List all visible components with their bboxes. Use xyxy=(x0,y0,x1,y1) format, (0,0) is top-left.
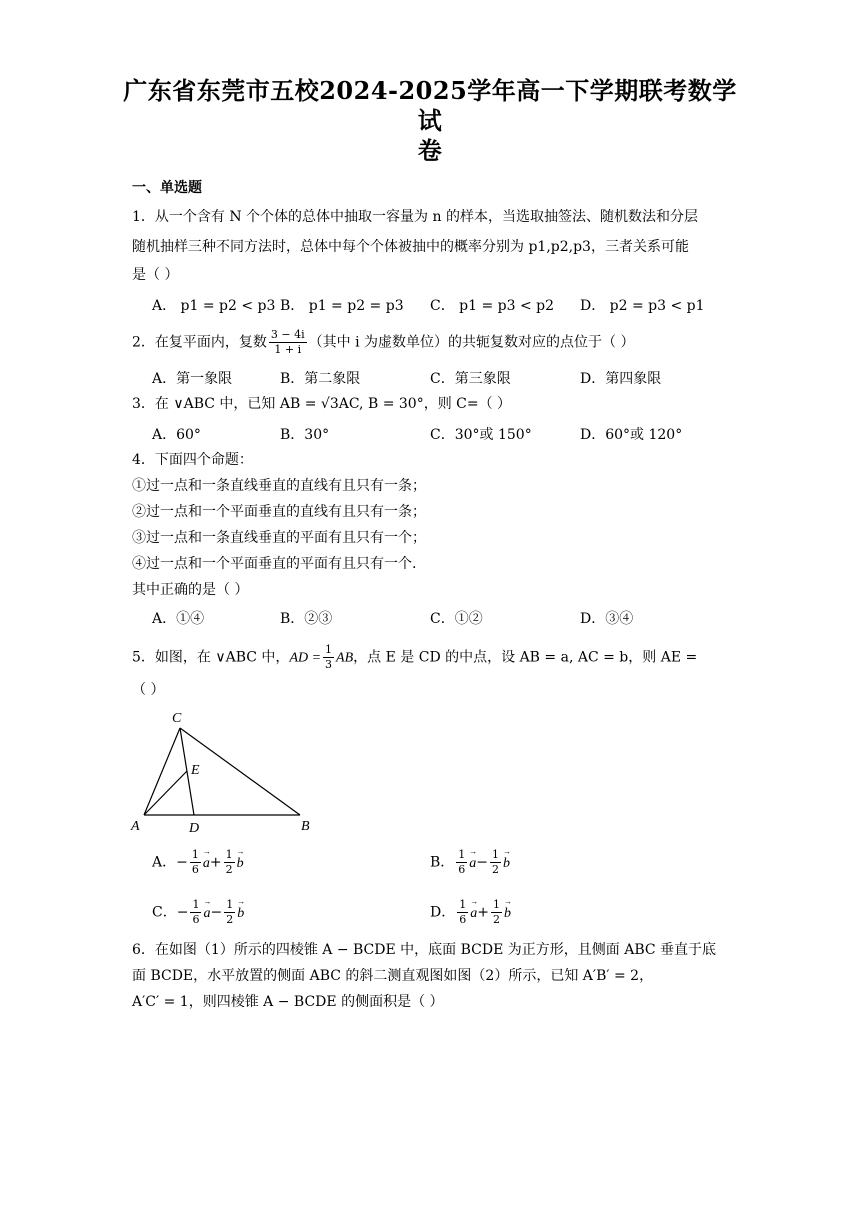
q5-option-b-label: B． xyxy=(430,854,455,871)
q5-a-frac1 xyxy=(190,848,201,877)
q2-option-a: A．第一象限 xyxy=(152,371,233,387)
q6-line-3: A′C′ = 1，则四棱锥 A − BCDE 的侧面积是（ ） xyxy=(132,994,444,1010)
q1-option-a: A． p1 = p2 < p3 xyxy=(152,298,276,314)
q5-c-vec-b: → b xyxy=(237,906,244,922)
q5-option-c: C．− $\frac{1}{6}$ → a− $\frac{1}{2}$ → b xyxy=(152,898,244,927)
q5-stem xyxy=(132,643,697,672)
q5-paren: （ ） xyxy=(132,682,165,698)
q1-line-1: 1．从一个含有 N 个个体的总体中抽取一容量为 n 的样本，当选取抽签法、随机数法和分层 xyxy=(132,209,698,225)
q1-line-2: 随机抽样三种不同方法时，总体中每个个体被抽中的概率分别为 p1,p2,p3，三者关系可能 xyxy=(132,239,689,255)
q5-c-vec-a: → a xyxy=(203,906,210,922)
q5-post: ，点 E 是 CD 的中点，设 AB = a, AC = b，则 AE = xyxy=(353,649,698,666)
q5-b-n2: 1 xyxy=(492,848,500,861)
q5-d-d6: 6 xyxy=(459,913,467,926)
q4-statement-3: ③过一点和一条直线垂直的平面有且只有一个； xyxy=(132,530,426,546)
q5-c-n1: 1 xyxy=(192,898,200,911)
q5-option-a: A．− $\frac{1}{6}$ → a+ $\frac{1}{2}$ → b xyxy=(152,848,244,877)
q3-option-a: A．60° xyxy=(152,427,201,443)
q5-fraction xyxy=(323,643,334,672)
q5-b-d2: 2 xyxy=(492,863,500,876)
label-a: A xyxy=(131,819,140,834)
section-heading: 一、单选题 xyxy=(132,180,202,196)
q5-b-n1: 1 xyxy=(458,848,466,861)
q5-option-c-label: C． xyxy=(152,904,177,921)
q5-option-b: B． $\frac{1}{6}$ → a− $\frac{1}{2}$ → b xyxy=(430,848,510,877)
q5-a-n2: 1 xyxy=(225,848,233,861)
edge-ac xyxy=(144,728,180,815)
q4-option-a: A．①④ xyxy=(152,611,205,627)
q6-line-2: 面 BCDE，水平放置的侧面 ABC 的斜二测直观图如图（2）所示，已知 A′B′ = 2， xyxy=(132,968,654,984)
q5-d-vec-a: → a xyxy=(470,906,477,922)
q4-stem: 4．下面四个命题： xyxy=(132,452,253,468)
q5-a-frac2 xyxy=(224,848,235,877)
title-line-2: 卷 xyxy=(417,136,443,165)
q5-option-d-label: D． xyxy=(430,904,456,921)
q5-d-d2: 2 xyxy=(492,913,500,926)
q4-option-c: C．①② xyxy=(430,611,483,627)
q3-option-d: D．60°或 120° xyxy=(580,427,683,443)
q2-stem xyxy=(132,328,634,357)
q2-option-d: D．第四象限 xyxy=(580,371,662,387)
q3-option-c: C．30°或 150° xyxy=(430,427,532,443)
q5-b-vec-a: → a xyxy=(469,856,476,872)
q4-option-d: D．③④ xyxy=(580,611,634,627)
triangle-figure xyxy=(128,706,328,836)
q4-statement-2: ②过一点和一个平面垂直的直线有且只有一条； xyxy=(132,504,426,520)
q5-option-a-label: A． xyxy=(152,854,177,871)
q1-line-3: 是（ ） xyxy=(132,267,179,283)
q2-numerator: 3 − 4i xyxy=(270,328,305,341)
q1-option-c: C． p1 = p3 < p2 xyxy=(430,298,555,314)
q5-a-vec-b: → b xyxy=(237,856,244,872)
q5-a-d2: 2 xyxy=(225,863,233,876)
q5-d-n1: 1 xyxy=(459,898,467,911)
q5-b-vec-b: → b xyxy=(503,856,510,872)
q5-three: 3 xyxy=(325,658,333,671)
q1-option-d: D． p2 = p3 < p1 xyxy=(580,298,705,314)
label-b: B xyxy=(301,819,310,834)
q2-pre: 2．在复平面内，复数 xyxy=(132,334,267,351)
q5-b-d6: 6 xyxy=(458,863,466,876)
q1-option-b: B． p1 = p2 = p3 xyxy=(280,298,404,314)
q5-b-frac1 xyxy=(456,848,467,877)
q5-d-vec-b: → b xyxy=(504,906,511,922)
q5-pre: 5．如图，在 ∨ABC 中， xyxy=(132,649,290,666)
segment-ae xyxy=(144,771,187,815)
q2-option-b: B．第二象限 xyxy=(280,371,361,387)
q4-statement-1: ①过一点和一条直线垂直的直线有且只有一条； xyxy=(132,478,426,494)
q5-a-vec-a: → a xyxy=(203,856,210,872)
label-d: D xyxy=(189,821,200,836)
q6-line-1: 6．在如图（1）所示的四棱锥 A − BCDE 中，底面 BCDE 为正方形，且侧面 ABC 垂直于底 xyxy=(132,942,717,958)
q2-denominator: 1 + i xyxy=(274,343,302,356)
q5-d-n2: 1 xyxy=(492,898,500,911)
q5-c-d2: 2 xyxy=(226,913,234,926)
q5-ab: AB xyxy=(336,650,354,666)
q5-c-frac1 xyxy=(190,898,201,927)
q2-post: （其中 i 为虚数单位）的共轭复数对应的点位于（ ） xyxy=(308,334,635,351)
q4-statement-4: ④过一点和一个平面垂直的平面有且只有一个. xyxy=(132,556,417,572)
title-line-1: 广东省东莞市五校2024-2025学年高一下学期联考数学试 xyxy=(123,76,737,135)
q5-c-frac2 xyxy=(224,898,235,927)
q5-a-d6: 6 xyxy=(191,863,199,876)
q5-ad: AD = xyxy=(289,650,322,666)
q5-option-d: D． $\frac{1}{6}$ → a+ $\frac{1}{2}$ → b xyxy=(430,898,511,927)
q5-b-frac2 xyxy=(490,848,501,877)
q4-question: 其中正确的是（ ） xyxy=(132,582,249,598)
q5-c-n2: 1 xyxy=(226,898,234,911)
q5-c-d6: 6 xyxy=(192,913,200,926)
q2-fraction xyxy=(269,328,307,357)
q3-option-b: B．30° xyxy=(280,427,330,443)
q5-d-frac2 xyxy=(491,898,502,927)
q5-d-frac1 xyxy=(457,898,468,927)
q5-one: 1 xyxy=(325,643,333,656)
q2-option-c: C．第三象限 xyxy=(430,371,511,387)
q3-stem: 3．在 ∨ABC 中，已知 AB = √3AC, B = 30°，则 C=（ ） xyxy=(132,396,512,412)
q4-option-b: B．②③ xyxy=(280,611,333,627)
page-title xyxy=(120,76,740,166)
label-c: C xyxy=(172,711,182,726)
label-e: E xyxy=(191,763,200,778)
q5-a-n1: 1 xyxy=(191,848,199,861)
